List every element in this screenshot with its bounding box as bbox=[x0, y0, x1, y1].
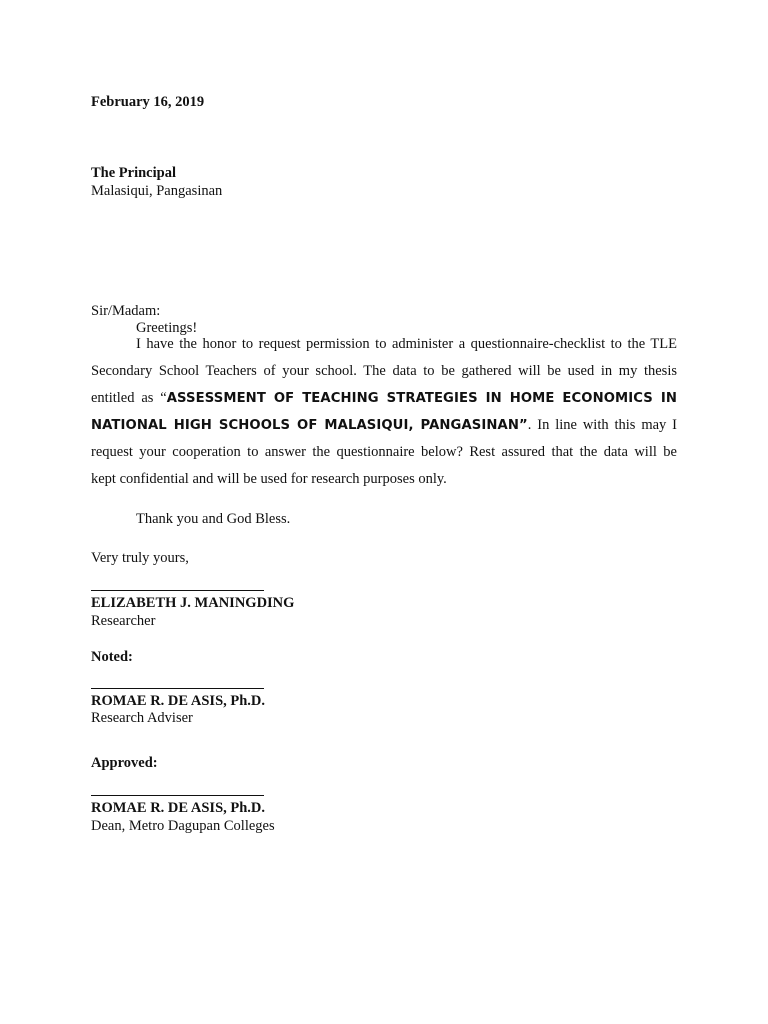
recipient-title: The Principal bbox=[91, 165, 176, 181]
greeting: Greetings! bbox=[136, 320, 198, 336]
signatory-role-researcher: Researcher bbox=[91, 613, 156, 629]
body-line-2: Secondary School Teachers of your school. The data to be gathered will be used in my thesis bbox=[91, 363, 677, 379]
salutation: Sir/Madam: bbox=[91, 303, 161, 319]
recipient-location: Malasiqui, Pangasinan bbox=[91, 183, 223, 199]
body-line-4 bbox=[91, 412, 677, 439]
entitled-prefix: entitled as “ bbox=[91, 390, 167, 406]
body-line-4-suffix: . In line with this may I bbox=[527, 417, 677, 433]
body-line-5: request your cooperation to answer the questionnaire below? Rest assured that the data will be bbox=[91, 444, 677, 460]
signatory-name-researcher: ELIZABETH J. MANINGDING bbox=[91, 595, 295, 611]
thanks-line: Thank you and God Bless. bbox=[136, 511, 291, 527]
letter-date: February 16, 2019 bbox=[91, 94, 205, 110]
signatory-name-dean: ROMAE R. DE ASIS, Ph.D. bbox=[91, 800, 266, 816]
thesis-title-part-1: ASSESSMENT OF TEACHING STRATEGIES IN HOME ECONOMICS IN bbox=[166, 391, 677, 406]
closing: Very truly yours, bbox=[91, 550, 189, 566]
signatory-name-adviser: ROMAE R. DE ASIS, Ph.D. bbox=[91, 693, 266, 709]
signatory-role-dean: Dean, Metro Dagupan Colleges bbox=[91, 818, 275, 834]
signature-line-dean bbox=[91, 795, 264, 796]
body-line-3 bbox=[91, 385, 677, 412]
noted-heading: Noted: bbox=[91, 649, 133, 665]
signatory-role-adviser: Research Adviser bbox=[91, 710, 193, 726]
thesis-title-part-2: NATIONAL HIGH SCHOOLS OF MALASIQUI, PANGASINAN” bbox=[91, 418, 528, 433]
signature-line-researcher bbox=[91, 590, 264, 591]
approved-heading: Approved: bbox=[91, 755, 158, 771]
body-line-1: I have the honor to request permission to administer a questionnaire-checklist to the TLE bbox=[136, 336, 677, 352]
signature-line-adviser bbox=[91, 688, 264, 689]
letter-body bbox=[91, 331, 677, 493]
body-line-6: kept confidential and will be used for research purposes only. bbox=[91, 471, 447, 487]
